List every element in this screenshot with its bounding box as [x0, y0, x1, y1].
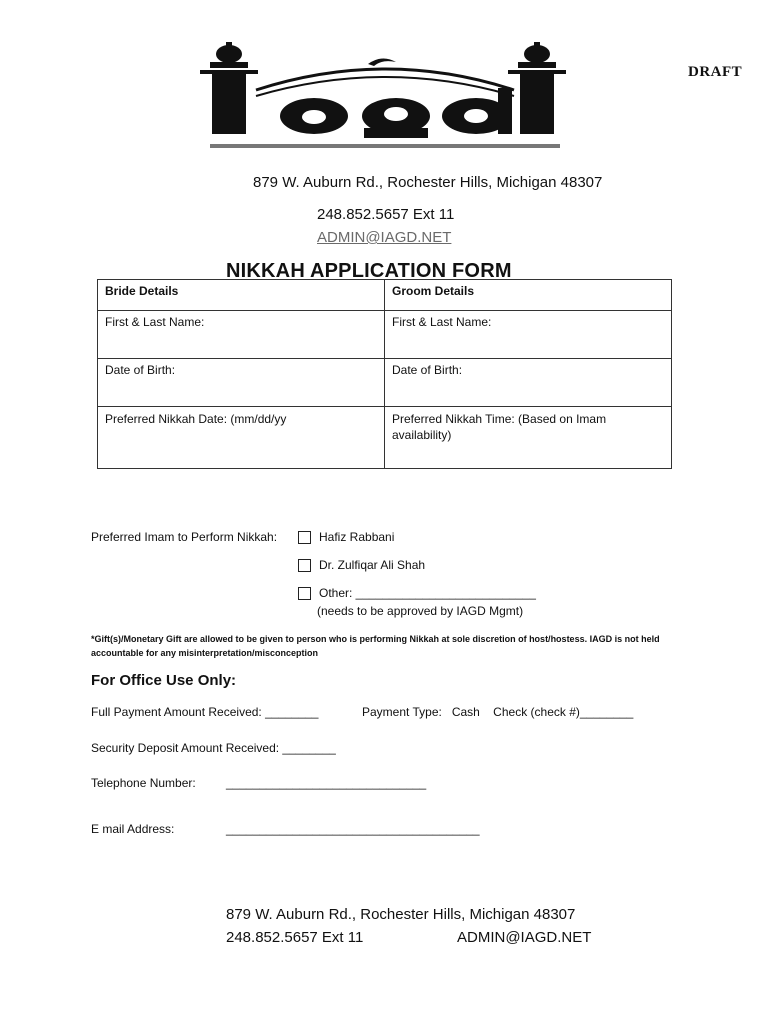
- groom-heading: Groom Details: [385, 280, 672, 311]
- header-email-link[interactable]: ADMIN@IAGD.NET: [317, 229, 452, 246]
- details-table: [97, 279, 672, 469]
- imam-option-label: Hafiz Rabbani: [319, 530, 395, 544]
- imam-other-note: (needs to be approved by IAGD Mgmt): [317, 604, 524, 618]
- groom-name-field[interactable]: First & Last Name:: [385, 311, 672, 359]
- footer-email: ADMIN@IAGD.NET: [457, 929, 592, 946]
- telephone-label: Telephone Number:: [91, 776, 196, 790]
- imam-option-zulfiqar[interactable]: [298, 558, 425, 572]
- checkbox-icon[interactable]: [298, 559, 311, 572]
- email-label: E mail Address:: [91, 822, 175, 836]
- preferred-time-field[interactable]: Preferred Nikkah Time: (Based on Imam availability): [385, 407, 672, 469]
- imam-option-hafiz[interactable]: [298, 530, 394, 544]
- bride-dob-field[interactable]: Date of Birth:: [98, 359, 385, 407]
- payment-received-field[interactable]: Full Payment Amount Received: ________: [91, 705, 319, 719]
- header-phone: 248.852.5657 Ext 11: [317, 206, 455, 223]
- header-address: 879 W. Auburn Rd., Rochester Hills, Michigan 48307: [253, 174, 603, 191]
- bride-name-field[interactable]: First & Last Name:: [98, 311, 385, 359]
- security-deposit-field[interactable]: Security Deposit Amount Received: ________: [91, 741, 336, 755]
- preferred-date-field[interactable]: Preferred Nikkah Date: (mm/dd/yy: [98, 407, 385, 469]
- office-use-title: For Office Use Only:: [91, 672, 237, 689]
- imam-label: Preferred Imam to Perform Nikkah:: [91, 530, 278, 544]
- checkbox-icon[interactable]: [298, 587, 311, 600]
- email-line[interactable]: ______________________________________: [226, 822, 480, 836]
- imam-option-label: Other: ___________________________: [319, 586, 536, 600]
- iagd-logo: [196, 40, 576, 152]
- gift-disclaimer: *Gift(s)/Monetary Gift are allowed to be given to person who is performing Nikkah at sole discretion of host/hostess. IAGD is not held accountable for any misinterpretation/misconception: [91, 634, 660, 658]
- groom-dob-field[interactable]: Date of Birth:: [385, 359, 672, 407]
- telephone-line[interactable]: ______________________________: [226, 776, 427, 790]
- payment-type-field[interactable]: Payment Type: Cash Check (check #)________: [362, 705, 634, 719]
- imam-option-label: Dr. Zulfiqar Ali Shah: [319, 558, 426, 572]
- footer-address: 879 W. Auburn Rd., Rochester Hills, Michigan 48307: [226, 906, 576, 923]
- bride-heading: Bride Details: [98, 280, 385, 311]
- footer-phone: 248.852.5657 Ext 11: [226, 929, 364, 946]
- draft-label: DRAFT: [688, 64, 743, 80]
- form-title: NIKKAH APPLICATION FORM: [226, 260, 512, 282]
- imam-option-other[interactable]: [298, 586, 536, 600]
- checkbox-icon[interactable]: [298, 531, 311, 544]
